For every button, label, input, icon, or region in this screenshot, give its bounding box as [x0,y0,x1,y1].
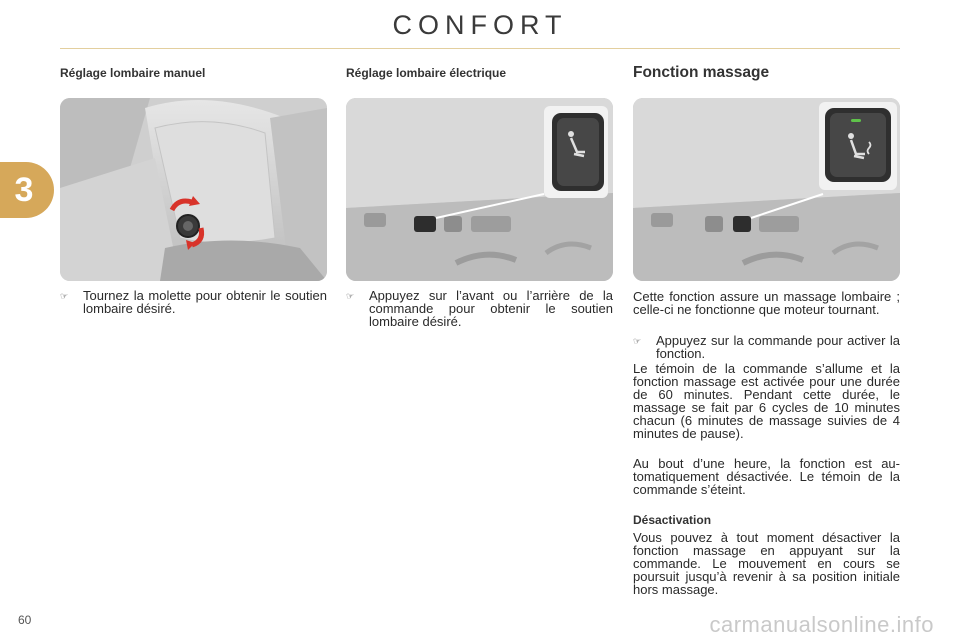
massage-heading: Fonction massage [633,64,770,81]
electric-lumbar-heading: Réglage lombaire électrique [346,66,507,80]
massage-photo [633,98,900,281]
arrow-bullet-icon: ☞ [346,291,355,301]
manual-lumbar-photo [60,98,327,281]
massage-auto-off-text: Au bout d’une heure, la fonction est automatiquement désactivée. Le témoin de la commande s’éteint. [633,456,900,497]
title-divider [60,48,900,49]
chapter-tab [0,162,54,218]
page-title: CONFORT [392,10,568,40]
chapter-number: 3 [14,170,34,209]
arrow-bullet-icon: ☞ [633,336,642,346]
deactivation-heading: Désactivation [633,513,712,527]
electric-lumbar-photo [346,98,613,281]
page-number: 60 [18,613,32,627]
electric-lumbar-instruction: ☞ Appuyez sur l’avant ou l’arrière de la commande pour obtenir le soutien lombaire désiré. [346,288,613,329]
deactivation-text: Vous pouvez à tout moment désactiver la fonction massage en appuyant sur la commande. Le mouvement en cours se poursuit jusqu’à revenir à sa position initiale hors massage. [633,530,900,597]
watermark: carmanualsonline.info [709,612,934,637]
massage-intro: Cette fonction assure un massage lombaire ; celle-ci ne fonctionne que moteur tournant. [633,289,900,317]
manual-lumbar-heading: Réglage lombaire manuel [60,66,206,80]
manual-lumbar-instruction: ☞ Tournez la molette pour obtenir le soutien lombaire désiré. [60,288,327,316]
massage-duration-text: Le témoin de la commande s’allume et la fonction massage est activée pour une durée de 60 minutes. Pendant cette durée, le massage se fait par 6 cycles de 10 minutes chacun (6 minutes de massage suivies de 4 minutes de pause). [633,361,900,441]
massage-instruction: ☞ Appuyez sur la commande pour activer la fonction. [633,333,900,361]
arrow-bullet-icon: ☞ [60,291,69,301]
